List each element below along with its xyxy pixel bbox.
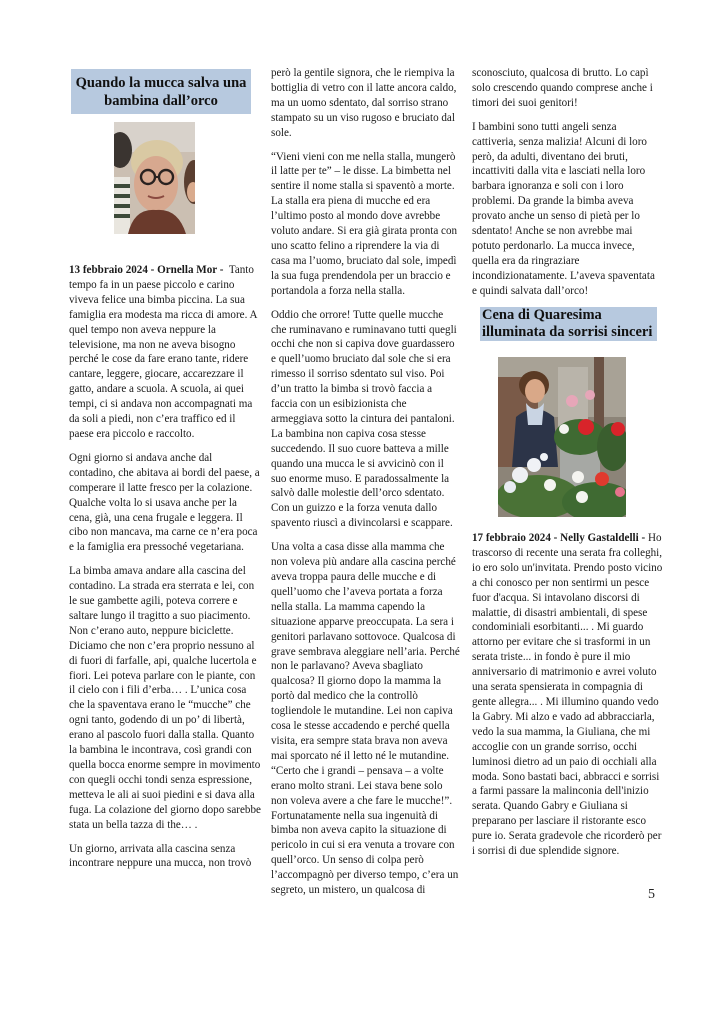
article2-paragraph: 17 febbraio 2024 - Nelly Gastaldelli - Ho trascorso di recente una serata fra colleghi, io ero solo un'invitata. Prendo posto vicino a chi conosco per non sentirmi un pesce fuor d'acqua. Si intavolano discorsi di malattie, di disastri ambientali, di spese condominiali esorbitanti... . Mi guardo attorno per evitare che si trasformi in un serata triste... in fondo è pure il mio anniversario di matrimonio e avrei voluto una serata spensierata in compagnia di gente allegra... . Mi illumino quando vedo la Gabry. Mi alzo e vado ad abbracciarla, vedo la sua mamma, la Giuliana, che mi accoglie con un grande sorriso, occhi luminosi dietro ad un paio di occhiali alla moda. Sono bastati baci, abbracci e sorrisi a farmi passare la malinconia dell'inizio serata. Quando Gabry e Giuliana si preparano per lasciare il ristorante esco pure io. Serata gradevole che ricorderò per i sorrisi di due splendide signore. [472,532,663,858]
article1-paragraph-continued: però la gentile signora, che le riempiva la bottiglia di vetro con il latte ancora caldo, ma un uomo sdentato, dal sorriso strano stampato su un viso rugoso e bruciato dal sole. [271,67,457,139]
article1-paragraph: 13 febbraio 2024 - Ornella Mor - Tanto tempo fa in un paese piccolo e carino viveva felice una bimba piccina. La sua famiglia era modesta ma ricca di amore. A quel tempo non aveva neppure la televisione, ma non ne aveva bisogno perché le cose da fare erano tante, ridere cantare, leggere, giocare, accarezzare il gatto, andare a scuola. A scuola, ai quei tempi, ci si andava non accompagnati ma da soli a piedi, non c’era traffico ed il paese era piccolo e raccolto. [69,264,257,440]
article1-column-1 [69,263,261,880]
article1-paragraph: Ogni giorno si andava anche dal contadino, che abitava ai bordi del paese, a comperare il latte fresco per la colazione. Qualche volta lo si usava anche per la cena, già, una cena frugale e leggera. Il cibo non mancava, ma carne ce n’era poca e la famiglia era pressoché vegetariana. [69,451,260,554]
article1-paragraph: Oddio che orrore! Tutte quelle mucche che ruminavano e ruminavano tutti quegli occhi che non si capiva dove guardassero e quell’uomo bruciato dal sole che si era rimesso il sorriso sdentato sul viso. Poi d’un tratto la bimba si trovò faccia a faccia con un esibizionista che armeggiava sotto la cintura dei pantaloni. La bambina non capiva cosa stesse succedendo. Il suo cuore batteva a mille quando una mucca le si avvicinò con il suo enorme muso. E paradossalmente la salvò dalle molestie dell’orco sdentato. Con un guizzo e la forza venuta dallo spavento riuscì a divincolarsi e scappare. [271,308,457,530]
article1-paragraph-split: Una volta a casa disse alla mamma che non voleva più andare alla cascina perché aveva troppa paura delle mucche e di quell’uomo che l’aveva portata a forza nella stalla. La mamma capendo la situazione apparve preoccupata. La sera i genitori parlavano sottovoce. Qualcosa di grave sembrava aleggiare nell’aria. Perché non le parlavano? Aveva sbagliato qualcosa? Il giorno dopo la mamma la portò dal medico che la controllò togliendole le mutandine. Lei non capiva cosa le stesse accadendo e perché quella visita, era sempre stata brava non aveva mai sporcato né il letto né le mutandine. “Certo che i grandi – pensava – a volte erano molto strani. Lei stava bene solo non voleva avere a che fare le mucche!”. Fortunatamente nella sua ingenuità di bimba non aveva capito la situazione di pericolo in cui si era venuta a trovare con quell’orco. Un senso di colpa però l’accompagnò per diverso tempo, c’era un segreto, un mistero, un qualcosa di [271,541,460,897]
article1-paragraph-continued: sconosciuto, qualcosa di brutto. Lo capì solo crescendo quando comprese anche i timori dei suoi genitori! [472,67,653,109]
article1-paragraph: I bambini sono tutti angeli senza cattiveria, senza malizia! Alcuni di loro però, da adulti, diventano dei bruti, incattiviti dalla vita e lasciati nella loro barbara ignoranza e soli con i loro problemi. Da grande la bimba aveva provato anche un senso di pietà per lo sdentato! Anche se non avrebbe mai potuto perdonarlo. La mucca invece, quella era da ringraziare incondizionatamente. L’aveva spaventata e quindi salvata dall’orco! [472,120,655,297]
portrait-image [114,122,195,234]
article2-byline: 17 febbraio 2024 - Nelly Gastaldelli - [472,532,646,544]
article1-column-2 [271,66,461,907]
article1-paragraph-split: Un giorno, arrivata alla cascina senza incontrare neppure una mucca, non trovò [69,842,252,870]
article1-photo [114,122,195,234]
article2-title-text: Cena di Quaresima illuminata da sorrisi sinceri [482,307,653,340]
article1-paragraph: La bimba amava andare alla cascina del contadino. La strada era sterrata e lei, con le sue gambette agili, poteva correre e saltare lungo il tragitto a suo piacimento. Non c’erano auto, neppure biciclette. Diciamo che non c’era proprio nessuno al di fuori di farfalle, api, qualche lucertola e fiori. Lei poteva parlare con le piante, con il cielo con i fili d’erba… . L’unica cosa che la spaventava erano le “mucche” che ogni tanto, godendo di un po’ di libertà, erano al pascolo fuori dalla stalla. Quanto la bambina le incontrava, così grandi con quella bocca enorme sempre in movimento con quegli occhi tondi senza espressione, metteva le ali ai suoi piedini e si dava alla fuga. La colazione del giorno dopo sarebbe stata un bella tazza di the… . [69,565,261,831]
article1-title [71,69,251,114]
article2-photo [498,357,626,517]
article1-title-text: Quando la mucca salva una bambina dall’orco [75,74,247,109]
article2-body [472,531,664,859]
article2-title [480,307,657,341]
article1-column-3 [472,66,662,308]
flowers-portrait-image [498,357,626,517]
page-number: 5 [648,887,655,902]
article1-paragraph: “Vieni vieni con me nella stalla, mungerò il latte per te” – le disse. La bimbetta nel sentire il nome stalla si spaventò a morte. La stalla era piena di mucche ed era l’ultimo posto al mondo dove avrebbe voluto andare. Si era già girata pronta con uno scatto felino a riprendere la via di casa ma l’uomo, bruciato dal sole, impedì la sua fuga prendendola per un braccio e portandola a forza nella stalla. [271,150,458,297]
article1-byline: 13 febbraio 2024 - Ornella Mor - [69,264,224,276]
